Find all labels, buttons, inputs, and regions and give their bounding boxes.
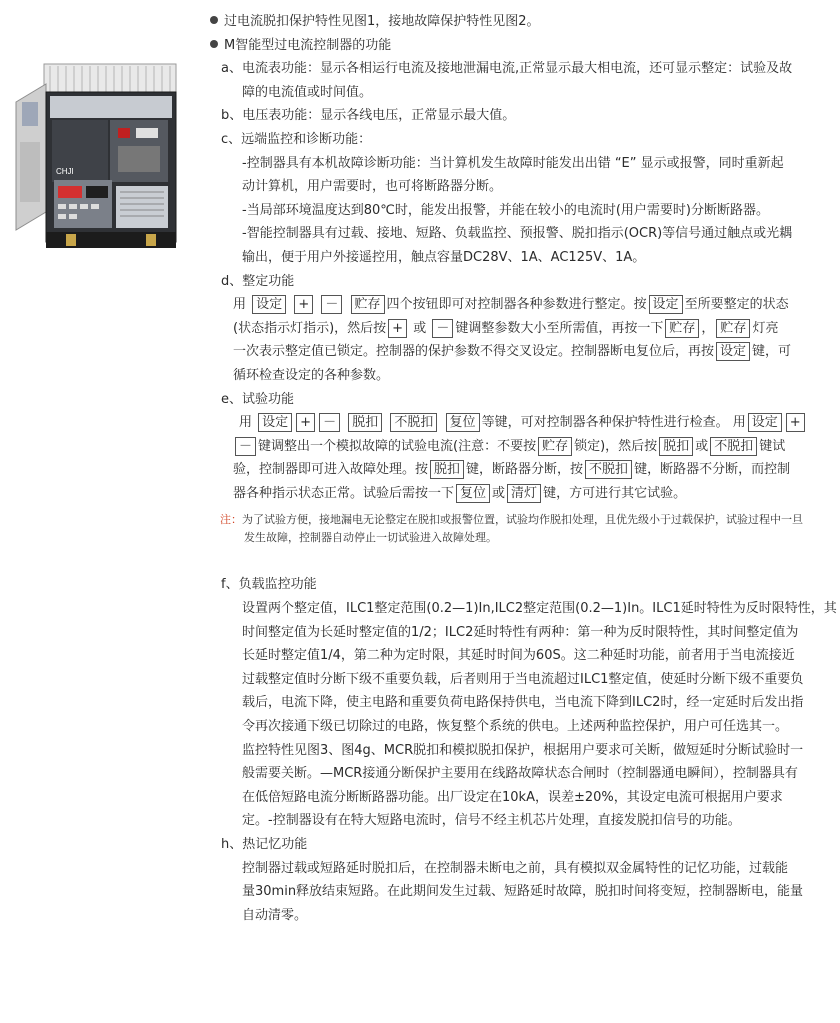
- key-clear-light: 清灯: [507, 484, 541, 503]
- section-h-title: h、热记忆功能: [221, 837, 308, 852]
- key-minus: －: [235, 437, 256, 456]
- device-brand-label: CHJI: [56, 167, 74, 176]
- section-f-line-7: 监控特性见图3、图4g、MCR脱扣和模拟脱扣保护，根据用户要求可关断，做短延时分断试验时一: [242, 742, 804, 758]
- key-set: 设定: [252, 295, 286, 314]
- section-f-line-2: 时间整定值为长延时整定值的1/2；ILC2延时特性有两种：第一种为反时限特性，其时间整定值为: [242, 624, 799, 640]
- section-c-line-5: 输出，便于用户外接遥控用，触点容量DC28V、1A、AC125V、1A。: [242, 249, 646, 265]
- bullet-1: 过电流脱扣保护特性见图1，接地故障保护特性见图2。: [200, 10, 830, 34]
- key-plus: +: [388, 319, 407, 338]
- section-f-line-4: 过载整定值时分断下级不重要负载，后者则用于当电流超过ILC1整定值，使延时分断下级不重要负: [242, 671, 804, 687]
- key-plus: +: [294, 295, 313, 314]
- section-d-line-1: 用 设定 + － 贮存 四个按钮即可对控制器各种参数进行整定。按 设定 至所要整定的状态: [233, 297, 789, 313]
- key-plus: +: [296, 413, 315, 432]
- key-no-trip: 不脱扣: [585, 460, 632, 479]
- key-no-trip: 不脱扣: [390, 413, 437, 432]
- section-h-line-1: 控制器过载或短路延时脱扣后，在控制器未断电之前，具有模拟双金属特性的记忆功能，过载能: [242, 860, 789, 876]
- key-minus: －: [432, 319, 453, 338]
- section-f-line-6: 令再次接通下级已切除过的电路，恢复整个系统的供电。上述两种监控保护，用户可任选其一。: [242, 719, 789, 735]
- bullet-dot-icon: [210, 40, 218, 48]
- section-e-line-4: 器各种指示状态正常。试验后需按一下 复位 或 清灯 键，方可进行其它试验。: [233, 485, 687, 501]
- section-c-line-3: -当局部环境温度达到80℃时，能发出报警，并能在较小的电流时(用户需要时)分断断路器。: [242, 202, 769, 218]
- section-d-line-4: 循环检查设定的各种参数。: [233, 367, 390, 383]
- key-set: 设定: [748, 413, 782, 432]
- section-f-line-1: 设置两个整定值，ILC1整定范围(0.2—1)In,ILC2整定范围(0.2—1)In。ILC1延时特性为反时限特性，其: [242, 601, 837, 617]
- key-store: 贮存: [716, 319, 750, 338]
- section-f-title: f、负载监控功能: [221, 577, 317, 593]
- section-f-line-8: 般需要关断。—MCR接通分断保护主要用在线路故障状态合闸时（控制器通电瞬间），控制器具有: [242, 766, 798, 782]
- section-c-line-4: -智能控制器具有过载、接地、短路、负载监控、预报警、脱扣指示(OCR)等信号通过触点或光耦: [242, 226, 793, 242]
- key-reset: 复位: [446, 413, 480, 432]
- section-d-line-3: 一次表示整定值已锁定。控制器的保护参数不得交叉设定。控制器断电复位后，再按 设定 键，可: [233, 344, 792, 360]
- key-reset: 复位: [456, 484, 490, 503]
- key-set: 设定: [649, 295, 683, 314]
- bullet-2: M智能型过电流控制器的功能: [200, 34, 830, 58]
- section-c-line-1: -控制器具有本机故障诊断功能：当计算机发生故障时能发出出错 “E” 显示或报警，同时重新起: [242, 155, 784, 171]
- key-store: 贮存: [351, 295, 385, 314]
- bullet-dot-icon: [210, 16, 218, 24]
- key-set: 设定: [258, 413, 292, 432]
- key-trip: 脱扣: [430, 460, 464, 479]
- note-block: [200, 511, 830, 547]
- section-d-title: d、整定功能: [221, 273, 295, 289]
- section-a-line-1: a、电流表功能：显示各相运行电流及接地泄漏电流,正常显示最大相电流，还可显示整定：试验及故: [221, 61, 793, 77]
- section-c-line-2: 动计算机，用户需要时，也可将断路器分断。: [242, 179, 503, 195]
- circuit-breaker-image: [6, 62, 196, 254]
- section-e-title: e、试验功能: [221, 391, 294, 407]
- key-plus: +: [786, 413, 805, 432]
- key-minus: －: [321, 295, 342, 314]
- section-d-line-2: (状态指示灯指示)，然后按 + 或 － 键调整参数大小至所需值，再按一下 贮存 ， 贮存 灯亮: [233, 320, 779, 336]
- key-trip: 脱扣: [348, 413, 382, 432]
- section-f-line-9: 在低倍短路电流分断断路器功能。出厂设定在10kA，误差±20%，其设定电流可根据用户要求: [242, 789, 783, 805]
- section-f-line-3: 长延时整定值1/4，第二种为定时限，其延时时间为60S。这二种延时功能，前者用于当电流接近: [242, 648, 795, 664]
- section-e-line-1: 用 设定 + － 脱扣 不脱扣 复位 等键，可对控制器各种保护特性进行检查。 用 设定 +: [200, 411, 830, 435]
- key-set: 设定: [716, 342, 750, 361]
- section-f-line-10: 定。-控制器设有在特大短路电流时，信号不经主机芯片处理，直接发脱扣信号的功能。: [242, 813, 741, 829]
- section-c-title: c、远端监控和诊断功能：: [221, 131, 372, 147]
- key-no-trip: 不脱扣: [710, 437, 757, 456]
- section-h-line-2: 量30min释放结束短路。在此期间发生过载、短路延时故障，脱扣时间将变短，控制器断电，能量: [242, 884, 804, 900]
- key-trip: 脱扣: [659, 437, 693, 456]
- section-f-line-5: 载后，电流下降，使主电路和重要负荷电路保持供电，当电流下降到ILC2时，经一定延时后发出指: [242, 695, 804, 711]
- section-e-line-3: 验，控制器即可进入故障处理。按 脱扣 键，断路器分断，按 不脱扣 键，断路器不分断，而控制: [233, 462, 791, 478]
- key-store: 贮存: [538, 437, 572, 456]
- note-line-2: 发生故障，控制器自动停止一切试验进入故障处理。: [244, 531, 497, 545]
- content-area: [200, 10, 837, 927]
- section-e-line-2: － 键调整出一个模拟故障的试验电流(注意：不要按 贮存 锁定)，然后按 脱扣 或 不脱扣 键试: [200, 435, 830, 459]
- section-b-line-1: b、电压表功能：显示各线电压，正常显示最大值。: [221, 108, 516, 124]
- section-a-line-2: 障的电流值或时间值。: [242, 84, 373, 100]
- key-store: 贮存: [665, 319, 699, 338]
- key-minus: －: [319, 413, 340, 432]
- note-line-1: 注：为了试验方便，接地漏电无论整定在脱扣或报警位置，试验均作脱扣处理，且优先级小于过载保护，试验过程中一旦: [220, 513, 803, 527]
- section-h-line-3: 自动清零。: [242, 907, 308, 923]
